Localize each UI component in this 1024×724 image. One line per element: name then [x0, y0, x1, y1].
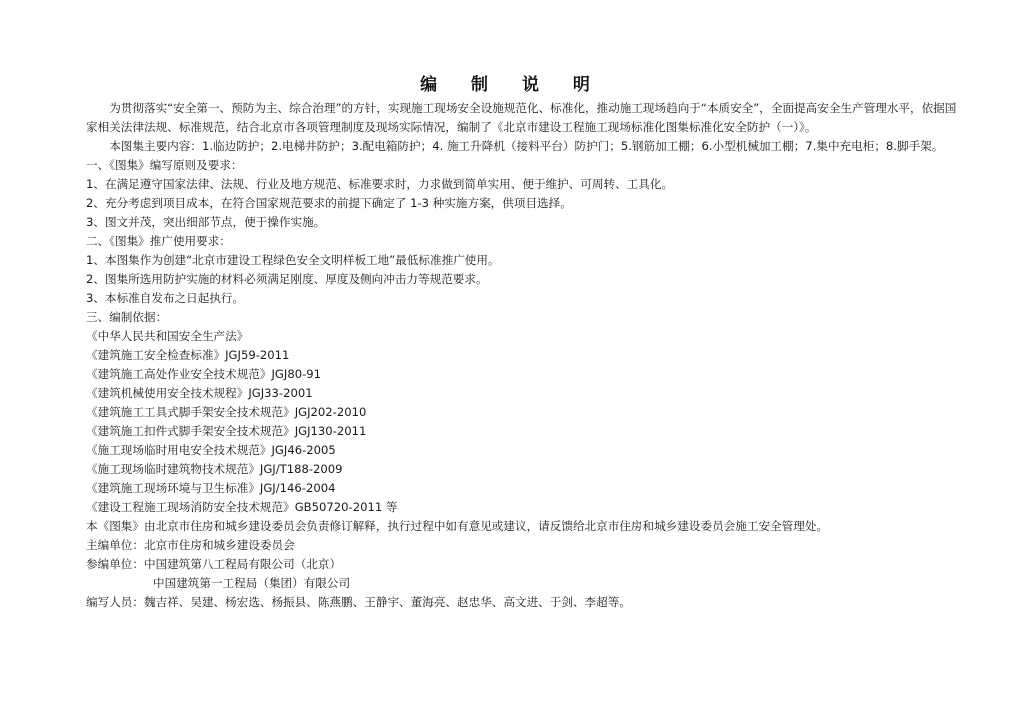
document-body — [86, 99, 966, 612]
section2-item: 1、本图集作为创建“北京市建设工程绿色安全文明样板工地”最低标准推广使用。 — [86, 253, 500, 267]
editor-unit: 主编单位：北京市住房和城乡建设委员会 — [86, 538, 295, 552]
interpretation-note: 本《图集》由北京市住房和城乡建设委员会负责修订解释，执行过程中如有意见或建议，请反馈给北京市住房和城乡建设委员会施工安全管理处。 — [86, 519, 829, 533]
reference-item: 《施工现场临时用电安全技术规范》JGJ46-2005 — [86, 443, 336, 457]
section1-item: 1、在满足遵守国家法律、法规、行业及地方规范、标准要求时，力求做到简单实用、便于维护、可周转、工具化。 — [86, 177, 674, 191]
reference-item: 《建筑施工现场环境与卫生标准》JGJ/146-2004 — [86, 481, 336, 495]
participating-units-continued: 中国建筑第一工程局（集团）有限公司 — [153, 576, 351, 590]
section2-item: 2、图集所选用防护实施的材料必须满足刚度、厚度及侧向冲击力等规范要求。 — [86, 272, 488, 286]
page-title: 编 制 说 明 — [420, 75, 604, 95]
reference-item: 《建筑施工安全检查标准》JGJ59-2011 — [86, 348, 290, 362]
participating-units: 参编单位：中国建筑第八工程局有限公司（北京） — [86, 557, 342, 571]
reference-item: 《建筑施工高处作业安全技术规范》JGJ80-91 — [86, 367, 322, 381]
reference-item: 《中华人民共和国安全生产法》 — [86, 329, 249, 343]
reference-item: 《建设工程施工现场消防安全技术规范》GB50720-2011 等 — [86, 500, 398, 514]
section1-heading: 一、《图集》编写原则及要求： — [86, 158, 243, 172]
section1-item: 2、充分考虑到项目成本，在符合国家规范要求的前提下确定了 1-3 种实施方案，供项目选择。 — [86, 196, 572, 210]
reference-item: 《建筑施工扣件式脚手架安全技术规范》JGJ130-2011 — [86, 424, 367, 438]
authors: 编写人员：魏吉祥、吴建、杨宏选、杨振县、陈燕鹏、王静宇、董海亮、赵忠华、高文进、于剑、李超等。 — [86, 595, 631, 609]
section1-item: 3、图文并茂，突出细部节点，便于操作实施。 — [86, 215, 326, 229]
section2-heading: 二、《图集》推广使用要求： — [86, 234, 231, 248]
reference-item: 《施工现场临时建筑物技术规范》JGJ/T188-2009 — [86, 462, 343, 476]
section3-heading: 三、编制依据： — [86, 310, 168, 324]
section2-item: 3、本标准自发布之日起执行。 — [86, 291, 245, 305]
intro-paragraph: 为贯彻落实“安全第一、预防为主、综合治理”的方针，实现施工现场安全设施规范化、标准化，推动施工现场趋向于“本质安全”，全面提高安全生产管理水平，依据国家相关法律法规、标准规范，结合北京市各项管理制度及现场实际情况，编制了《北京市建设工程施工现场标准化图集标准化安全防护（一）》。 — [86, 101, 957, 134]
contents-paragraph: 本图集主要内容：1.临边防护；2.电梯井防护；3.配电箱防护；4. 施工升降机（接料平台）防护门；5.钢筋加工棚；6.小型机械加工棚；7.集中充电柜；8.脚手架。 — [109, 139, 944, 153]
reference-item: 《建筑机械使用安全技术规程》JGJ33-2001 — [86, 386, 313, 400]
reference-item: 《建筑施工工具式脚手架安全技术规范》JGJ202-2010 — [86, 405, 367, 419]
